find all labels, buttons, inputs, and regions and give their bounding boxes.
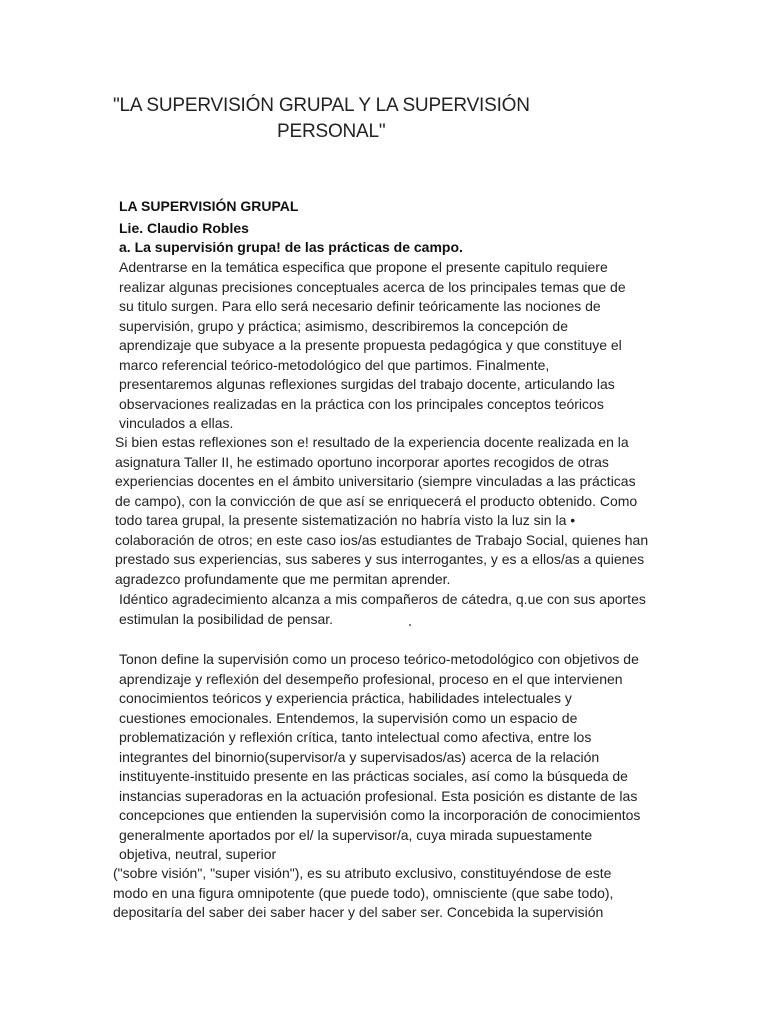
text-line: Idéntico agradecimiento alcanza a mis compañeros de cátedra, q.ue con sus aportes <box>119 591 646 607</box>
text-line: su titulo surgen. Para ello será necesario definir teóricamente las nociones de <box>119 298 601 314</box>
text-line: instancias superadoras en la actuación profesional. Esta posición es distante de las <box>119 787 638 804</box>
subsection-heading: a. La supervisión grupa! de las prácticas de campo. <box>119 239 463 255</box>
stray-mark <box>409 624 411 626</box>
text-line: Si bien estas reflexiones son e! resultado de la experiencia docente realizada en la <box>115 434 629 450</box>
text-line: de campo), con la convicción de que así se enriquecerá el producto obtenido. Como <box>115 492 638 509</box>
paragraph-5 <box>113 864 613 923</box>
text-line: Adentrarse en la temática especifica que propone el presente capitulo requiere <box>119 259 608 275</box>
text-line: aprendizaje y reflexión del desempeño profesional, proceso en el que intervienen <box>119 670 623 687</box>
text-line: Tonon define la supervisión como un proceso teórico-metodológico con objetivos de <box>119 651 639 667</box>
paragraph-2 <box>115 433 648 589</box>
text-line: supervisión, grupo y práctica; asimismo, describiremos la concepción de <box>119 317 568 334</box>
text-line: ("sobre visión", "super visión"), es su atributo exclusivo, constituyéndose de este <box>113 865 612 881</box>
text-line: aprendizaje que subyace a la presente propuesta pedagógica y que constituye el <box>119 337 622 353</box>
document-title <box>113 93 530 145</box>
text-line: instituyente-instituido presente en las prácticas sociales, así como la búsqueda de <box>119 768 628 784</box>
paragraph-3 <box>119 590 646 629</box>
text-line: vinculados a ellas. <box>119 415 234 431</box>
text-line: depositaría del saber dei saber hacer y del saber ser. Concebida la supervisión <box>113 904 604 920</box>
text-line: estimulan la posibilidad de pensar. <box>119 610 334 627</box>
text-line: modo en una figura omnipotente (que puede todo), omnisciente (que sabe todo), <box>113 884 614 901</box>
text-line: cuestiones emocionales. Entendemos, la supervisión como un espacio de <box>119 709 578 726</box>
text-line: realizar algunas precisiones conceptuales acerca de los principales temas que de <box>119 278 626 295</box>
text-line: asignatura Taller II, he estimado oportuno incorporar aportes recogidos de otras <box>115 453 609 470</box>
text-line: todo tarea grupal, la presente sistematización no habría visto la luz sin la • <box>115 512 576 528</box>
text-line: experiencias docentes en el ámbito universitario (siempre vinculadas a las prácticas <box>115 473 636 489</box>
text-line: objetiva, neutral, superior <box>119 846 277 862</box>
paragraph-1 <box>119 258 626 434</box>
section-heading: LA SUPERVISIÓN GRUPAL <box>119 198 299 214</box>
text-line: generalmente aportados por el/ la supervisor/a, cuya mirada supuestamente <box>119 826 593 843</box>
text-line: concepciones que entienden la supervisión como la incorporación de conocimientos <box>119 807 641 823</box>
text-line: problematización y reflexión crítica, tanto intelectual como afectiva, entre los <box>119 729 592 745</box>
text-line: marco referencial teórico-metodológico del que partimos. Finalmente, <box>119 356 550 373</box>
title-line-1: "LA SUPERVISIÓN GRUPAL Y LA SUPERVISIÓN <box>113 95 530 116</box>
text-line: colaboración de otros; en este caso ios/as estudiantes de Trabajo Social, quienes han <box>115 531 649 548</box>
title-line-2: PERSONAL" <box>277 121 386 142</box>
text-line: integrantes del binornio(supervisor/a y supervisados/as) acerca de la relación <box>119 748 600 765</box>
text-line: observaciones realizadas en la práctica con los principales conceptos teóricos <box>119 395 604 412</box>
text-line: prestado sus experiencias, sus saberes y sus interrogantes, y es a ellos/as a quienes <box>115 551 645 567</box>
text-line: agradezco profundamente que me permitan aprender. <box>115 570 451 587</box>
text-line: presentaremos algunas reflexiones surgidas del trabajo docente, articulando las <box>119 376 615 392</box>
paragraph-4 <box>119 650 640 865</box>
text-line: conocimientos teóricos y experiencia práctica, habilidades intelectuales y <box>119 690 572 706</box>
author-name: Lie. Claudio Robles <box>119 220 249 236</box>
